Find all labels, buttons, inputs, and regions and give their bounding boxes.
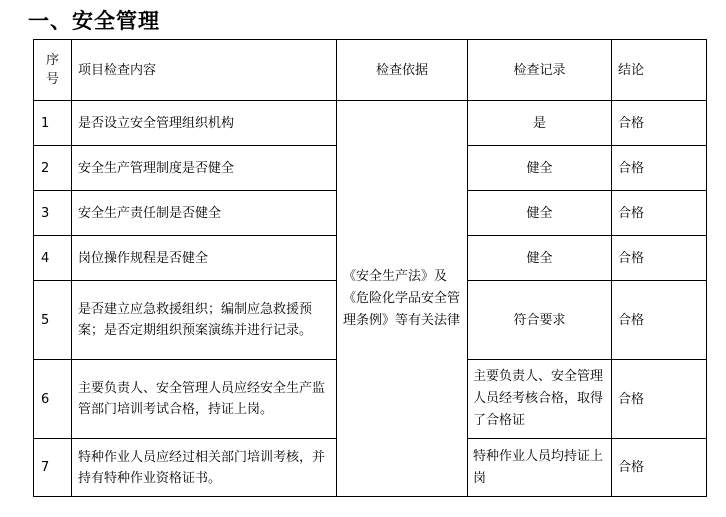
section-title: 一、安全管理: [28, 9, 160, 33]
table-header-row: [34, 40, 707, 101]
row-conclusion: 合格: [612, 146, 707, 191]
row-index: 7: [34, 439, 72, 497]
row-conclusion: 合格: [612, 101, 707, 146]
row-index: 1: [34, 101, 72, 146]
row-item: 特种作业人员应经过相关部门培训考核，并持有特种作业资格证书。: [72, 439, 337, 497]
row-conclusion: 合格: [612, 439, 707, 497]
row-item: 安全生产管理制度是否健全: [72, 146, 337, 191]
row-record: 特种作业人员均持证上岗: [468, 439, 612, 497]
row-item: 安全生产责任制是否健全: [72, 191, 337, 236]
header-conclusion: 结论: [612, 40, 707, 101]
row-record: 是: [468, 101, 612, 146]
header-basis: 检查依据: [337, 40, 468, 101]
row-index: 2: [34, 146, 72, 191]
row-index: 6: [34, 360, 72, 439]
row-conclusion: 合格: [612, 281, 707, 360]
row-item: 是否建立应急救援组织；编制应急救援预案；是否定期组织预案演练并进行记录。: [72, 281, 337, 360]
row-item: 岗位操作规程是否健全: [72, 236, 337, 281]
header-record: 检查记录: [468, 40, 612, 101]
basis-merged-cell: 《安全生产法》及《危险化学品安全管理条例》等有关法律: [337, 101, 468, 497]
row-record: 健全: [468, 191, 612, 236]
table-row: [34, 101, 707, 146]
header-item: 项目检查内容: [72, 40, 337, 101]
row-index: 3: [34, 191, 72, 236]
row-conclusion: 合格: [612, 360, 707, 439]
header-index: 序号: [34, 40, 72, 101]
row-index: 5: [34, 281, 72, 360]
row-record: 健全: [468, 236, 612, 281]
row-conclusion: 合格: [612, 236, 707, 281]
row-record: 健全: [468, 146, 612, 191]
safety-management-table: [33, 39, 707, 497]
row-item: 是否设立安全管理组织机构: [72, 101, 337, 146]
row-item: 主要负责人、安全管理人员应经安全生产监管部门培训考试合格，持证上岗。: [72, 360, 337, 439]
row-index: 4: [34, 236, 72, 281]
row-conclusion: 合格: [612, 191, 707, 236]
row-record: 符合要求: [468, 281, 612, 360]
row-record: 主要负责人、安全管理人员经考核合格，取得了合格证: [468, 360, 612, 439]
